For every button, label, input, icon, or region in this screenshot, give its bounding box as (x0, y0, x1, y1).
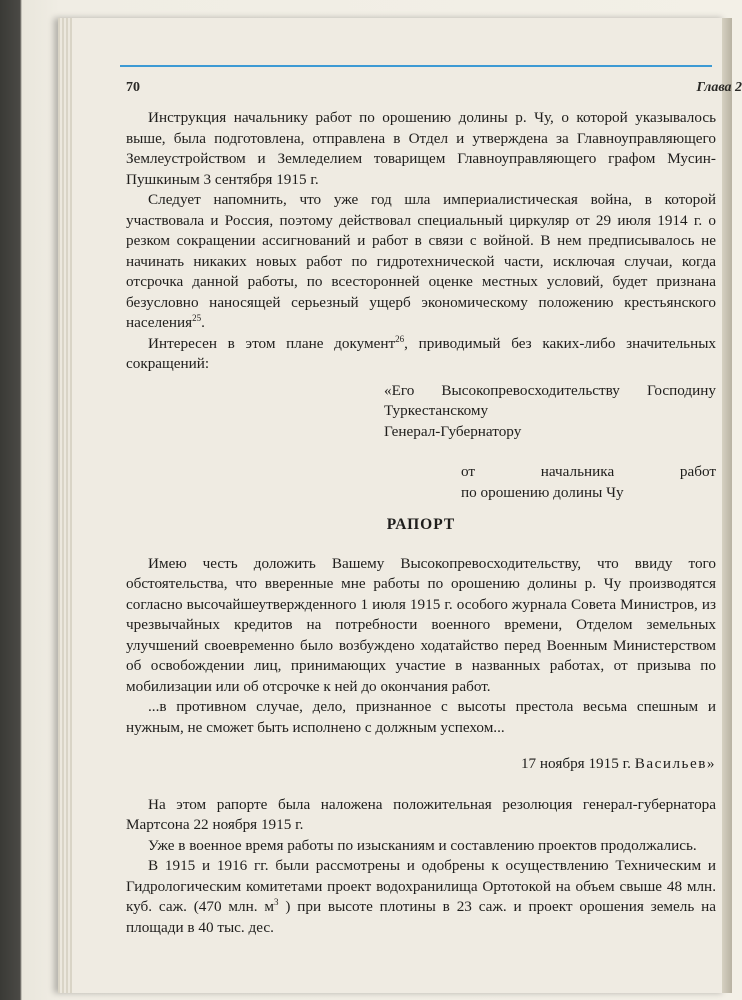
from-line-1: от начальника работ (461, 463, 716, 480)
footnote-ref-25: 25 (192, 312, 202, 323)
from-line-2: по орошению долины Чу (461, 483, 624, 501)
paragraph-3-text-b: , приводимый без каких-либо значительных сокращений: (126, 334, 716, 372)
address-block (384, 381, 716, 443)
paragraph-5: Уже в военное время работы по изысканиям и составлению проектов продолжались. (148, 836, 697, 854)
paragraph-3-text-a: Интересен в этом плане документ (148, 334, 396, 352)
signature (126, 754, 716, 775)
signature-name: Васильев» (634, 755, 716, 772)
address-line-2: Генерал-Губернатору (384, 422, 522, 440)
paragraph-3 (126, 334, 716, 375)
page-text (126, 108, 716, 938)
running-head: Глава 2 (696, 80, 742, 95)
superscript-3: 3 (273, 896, 279, 907)
header-rule (120, 65, 712, 67)
paragraph-4: На этом рапорте была наложена положительная резолюция генерал-губернатора Мартсона 22 ноября 1915 г. (126, 795, 716, 833)
paragraph-2: Следует напомнить, что уже год шла империалистическая война, в которой участвовала и Россия, поэтому действовал специальный циркуляр от 29 июля 1914 г. о резком сокращении ассигнований и работ в связи с войной. В нем предписывалось не начинать никаких новых работ по гидротехнической части, исключая случаи, когда отсрочка данной работы, по всесторонней оценке местных условий, будет признана безусловно наносящей серьезный ущерб экономическому положению крестьянского населения$^{25}$. (126, 191, 716, 331)
paragraph-1: Инструкция начальнику работ по орошению долины р. Чу, о которой указывалось выше, была подготовлена, отправлена в Отдел и утверждена за Главноуправляющего Землеустройством и Земледелием товарищем Главноуправляющего графом Мусин-Пушкиным 3 сентября 1915 г. (126, 109, 716, 188)
paragraph-6-text-b: ) при высоте плотины в 23 саж. и проект орошения земель на площади в 40 тыс. дес. (126, 898, 717, 936)
paragraph-2-text: Следует напомнить, что уже год шла империалистическая война, в которой участвовала и Россия, поэтому действовал специальный циркуляр от 29 июля 1914 г. о резком сокращении ассигнований и работ в связи с войной. В нем предписывалось не начинать никаких новых работ по гидротехнической части, исключая случаи, когда отсрочка данной работы, по всесторонней оценке местных условий, будет признана безусловно наносящей серьезный ущерб экономическому положению крестьянского населения (126, 191, 716, 331)
from-block (461, 462, 716, 503)
page-edges (58, 18, 72, 993)
page-number: 70 (126, 80, 140, 95)
report-title: РАПОРТ (386, 516, 456, 533)
report-text: Имею честь доложить Вашему Высокопревосходительству, что ввиду того обстоятельства, что вверенные мне работы по орошению долины р. Чу производятся согласно высочайшеутвержденного 1 июля 1915 г. особого журнала Совета Министров, из чрезвычайных кредитов на потребности военного времени, Отделом земельных улучшений своевременно было возбуждено ходатайство перед Военным Министерством об освобождении лиц, принимающих участие в названных работах, от призыва по мобилизации или об отсрочке к ней до окончания работ. (126, 554, 716, 695)
report-text-2: ...в противном случае, дело, признанное с высоты престола весьма спешным и нужным, не сможет быть исполнено с должным успехом... (126, 698, 716, 736)
paragraph-6-text-a: В 1915 и 1916 гг. были рассмотрены и одобрены к осуществлению Техническим и Гидрологическим комитетами проект водохранилища Ортотокой на объем свыше 48 млн. куб. саж. (470 млн. м (126, 857, 716, 915)
signature-date: 17 ноября 1915 г. (520, 755, 631, 772)
paragraph-6 (126, 856, 716, 938)
page-binding (722, 18, 732, 993)
address-line-1: «Его Высокопревосходительству Господину Туркестанскому (384, 381, 716, 419)
footnote-ref-26: 26 (395, 333, 405, 344)
